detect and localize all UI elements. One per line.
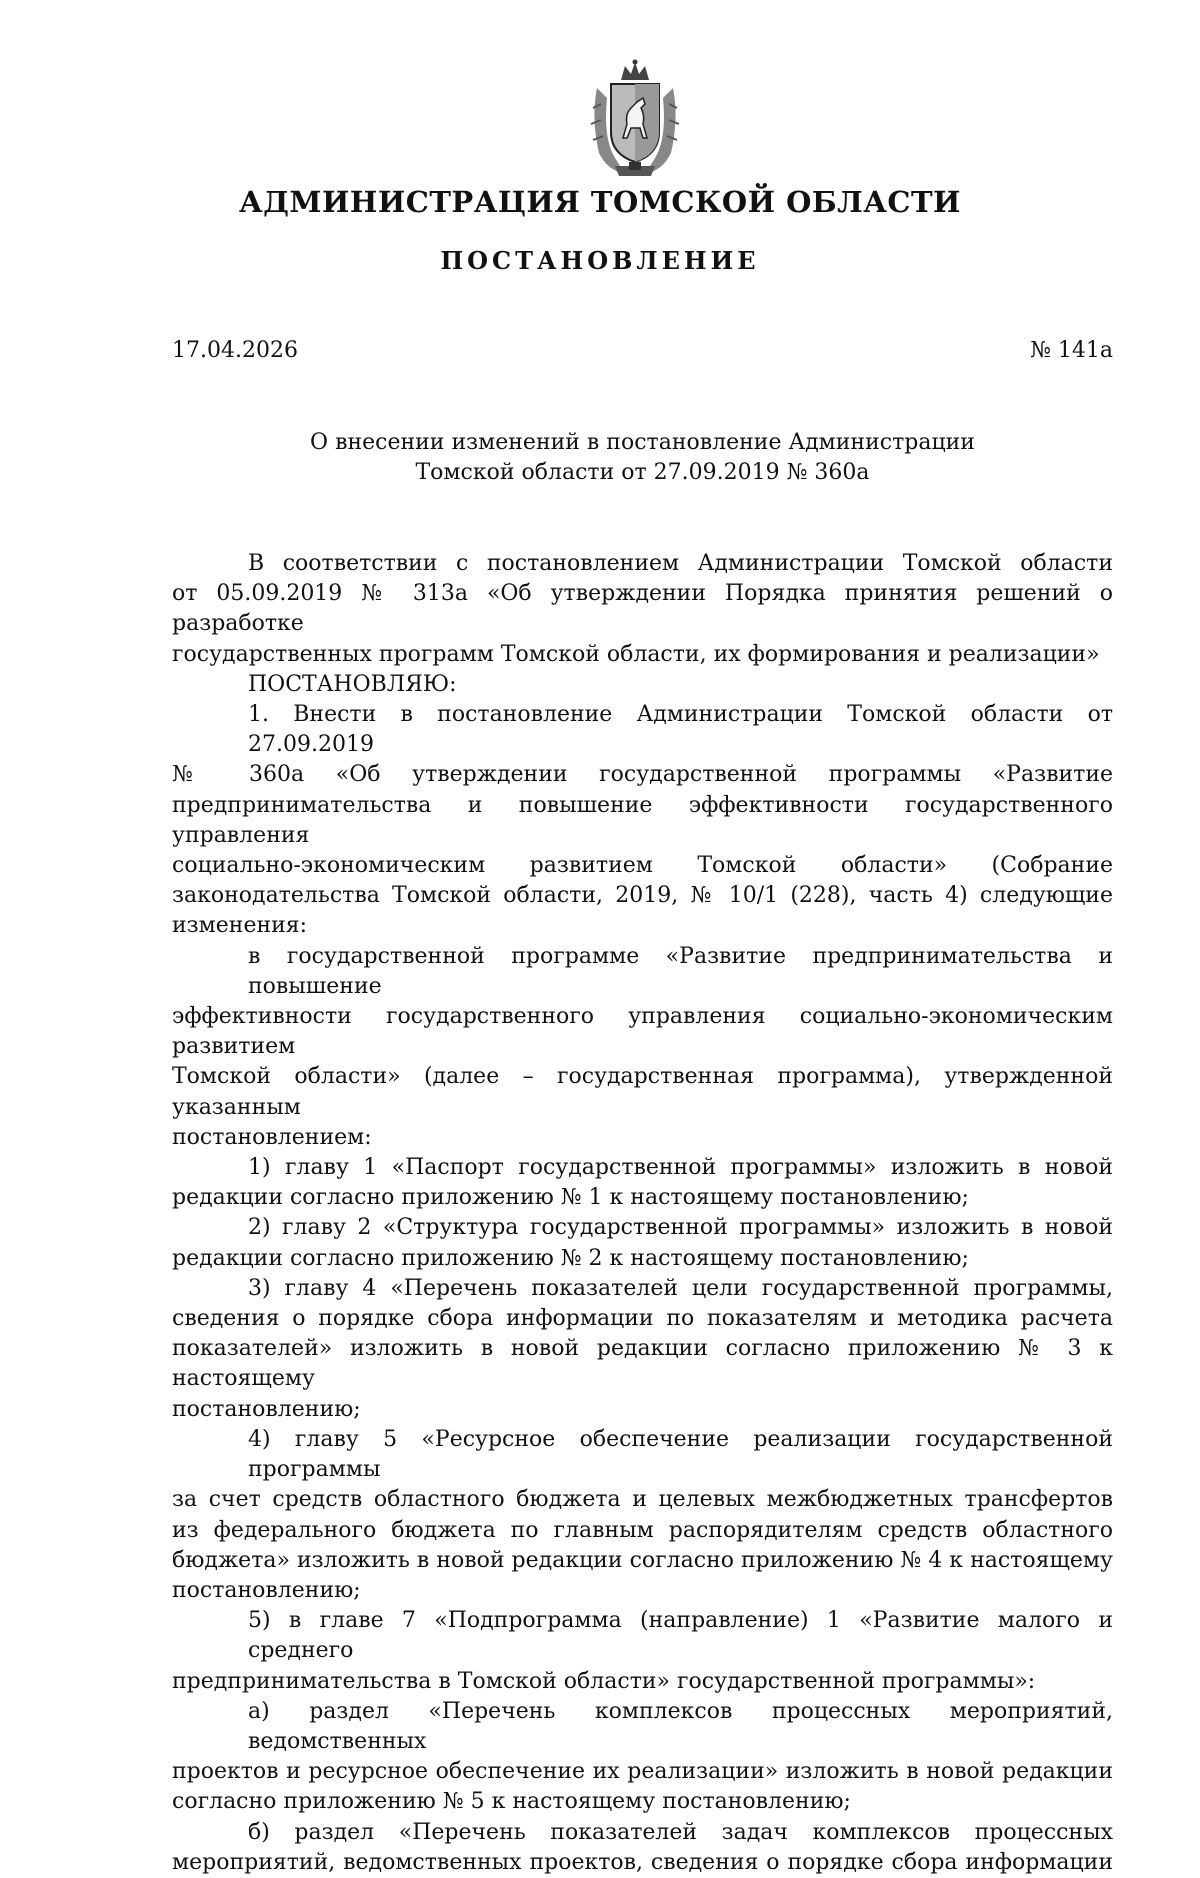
body-line: проектов и ресурсное обеспечение их реализации» изложить в новой редакции [172,1759,1113,1785]
body-line: мероприятий, ведомственных проектов, сведения о порядке сбора информации [172,1849,1113,1875]
body-line: за счет средств областного бюджета и целевых межбюджетных трансфертов [172,1487,1113,1513]
body-line: законодательства Томской области, 2019, № 10/1 (228), часть 4) следующие [172,883,1113,909]
tomsk-coat-of-arms-icon [585,58,685,182]
body-line: предпринимательства в Томской области» государственной программы»: [172,1668,1036,1694]
body-line: эффективности государственного управления социально-экономическим развитием [172,1004,1113,1060]
document-number: № 141а [1030,338,1113,363]
body-line: редакции согласно приложению № 1 к настоящему постановлению; [172,1185,969,1211]
body-line: показателей» изложить в новой редакции согласно приложению № 3 к настоящему [172,1336,1113,1392]
body-line: согласно приложению № 5 к настоящему постановлению; [172,1789,851,1815]
body-line: В соответствии с постановлением Администрации Томской области [248,551,1113,576]
body-line: 4) главу 5 «Ресурсное обеспечение реализации государственной программы [248,1426,1113,1483]
body-line: б) раздел «Перечень показателей задач комплексов процессных [248,1819,1113,1845]
document-body [172,549,1113,1878]
body-line: № 360а «Об утверждении государственной программы «Развитие [172,762,1113,788]
body-line: постановлению; [172,1577,361,1603]
body-line: редакции согласно приложению № 2 к настоящему постановлению; [172,1245,969,1271]
body-line: бюджета» изложить в новой редакции согласно приложению № 4 к настоящему [172,1547,1113,1573]
body-line: 1) главу 1 «Паспорт государственной программы» изложить в новой [248,1155,1113,1181]
body-line: а) раздел «Перечень комплексов процессных мероприятий, ведомственных [248,1698,1113,1754]
body-line: 3) главу 4 «Перечень показателей цели государственной программы, [248,1275,1113,1301]
organization-title: АДМИНИСТРАЦИЯ ТОМСКОЙ ОБЛАСТИ [239,185,961,219]
document-type: ПОСТАНОВЛЕНИЕ [440,246,760,275]
body-line: предпринимательства и повышение эффективности государственного управления [172,792,1113,848]
body-line: ПОСТАНОВЛЯЮ: [248,671,457,697]
body-line: изменения: [172,913,308,939]
body-line: от 05.09.2019 № 313а «Об утверждении Порядка принятия решений о разработке [172,581,1113,637]
body-line: государственных программ Томской области, их формирования и реализации» [172,641,1100,667]
body-line: постановлением: [172,1124,372,1150]
body-line: из федерального бюджета по главным распорядителям средств областного [172,1517,1113,1543]
document-date: 17.04.2026 [172,338,298,363]
subject-line: О внесении изменений в постановление Администрации [310,430,975,455]
body-line: в государственной программе «Развитие предпринимательства и повышение [248,943,1113,999]
body-line: 1. Внести в постановление Администрации Томской области от 27.09.2019 [248,702,1113,758]
body-line: 2) главу 2 «Структура государственной программы» изложить в новой [248,1215,1113,1241]
body-line: Томской области» (далее – государственная программа), утвержденной указанным [172,1064,1113,1120]
body-line: социально-экономическим развитием Томской области» (Собрание [172,853,1113,879]
document-subject [172,428,1113,488]
body-line: постановлению; [172,1396,361,1422]
subject-line: Томской области от 27.09.2019 № 360а [415,460,870,485]
body-line: сведения о порядке сбора информации по показателям и методика расчета [172,1306,1113,1332]
body-line: 5) в главе 7 «Подпрограмма (направление) 1 «Развитие малого и среднего [248,1608,1113,1664]
